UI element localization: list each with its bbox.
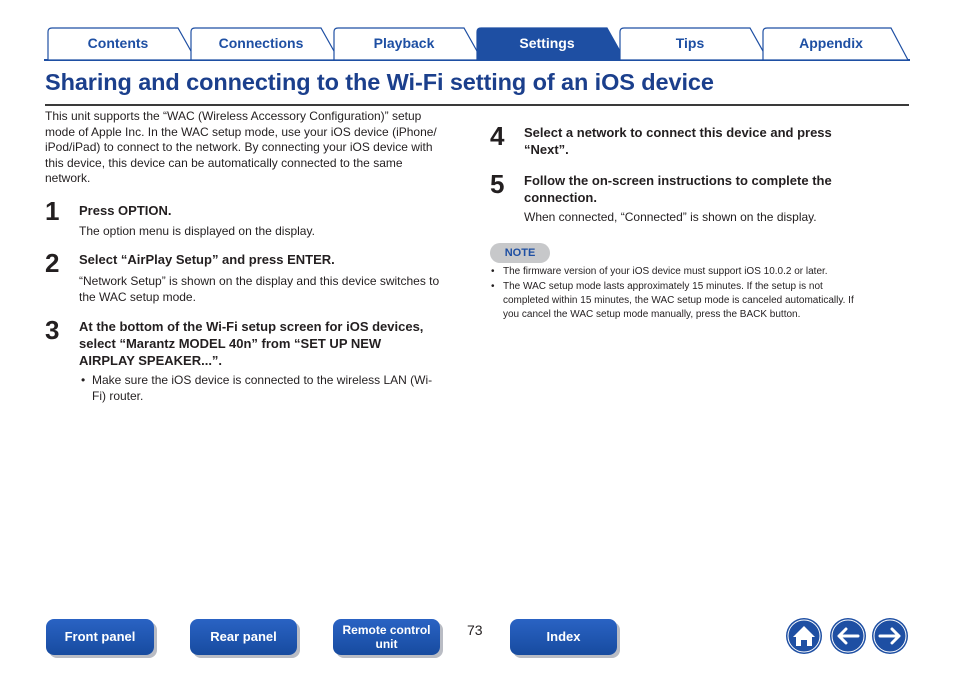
step-heading-line: select “Marantz MODEL 40n” from “SET UP NEW — [79, 336, 382, 351]
note-text — [503, 280, 898, 322]
step-heading — [79, 251, 479, 268]
step-body-line: the WAC setup mode. — [79, 290, 196, 304]
bullet-line: Fi) router. — [92, 389, 144, 403]
rear-panel-button[interactable]: Rear panel — [190, 619, 297, 655]
step-heading — [79, 202, 479, 219]
step-body — [524, 209, 924, 225]
index-button[interactable]: Index — [510, 619, 617, 655]
note-text — [503, 265, 898, 279]
bullet-dot: • — [491, 281, 495, 292]
step-body — [79, 273, 479, 305]
tab-playback[interactable]: Playback — [373, 35, 435, 51]
step-heading-line: Press OPTION. — [79, 203, 172, 218]
step-heading-line: AIRPLAY SPEAKER...”. — [79, 353, 223, 368]
step-number: 3 — [45, 315, 60, 345]
remote-control-label-line2: unit — [375, 637, 398, 651]
bullet-text — [92, 372, 432, 404]
step-number: 1 — [45, 196, 60, 226]
step-number: 4 — [490, 121, 505, 151]
step-body-line: “Network Setup” is shown on the display and this device switches to — [79, 274, 440, 288]
step-body-line: When connected, “Connected” is shown on the display. — [524, 210, 817, 224]
remote-control-label-line1: Remote control — [342, 623, 431, 637]
title-divider — [45, 104, 909, 106]
step-body — [79, 223, 479, 239]
bullet-dot: • — [491, 266, 495, 277]
front-panel-button[interactable]: Front panel — [46, 619, 154, 655]
step-number: 2 — [45, 248, 60, 278]
tab-bar — [44, 26, 910, 62]
tab-settings[interactable]: Settings — [519, 35, 575, 51]
arrow-left-icon[interactable] — [829, 617, 867, 655]
step-heading — [524, 124, 924, 158]
step-heading-line: At the bottom of the Wi-Fi setup screen for iOS devices, — [79, 319, 424, 334]
arrow-right-icon[interactable] — [871, 617, 909, 655]
tab-tips[interactable]: Tips — [675, 35, 705, 51]
note-badge: NOTE — [490, 243, 550, 263]
intro-line: mode of Apple Inc. In the WAC setup mode, use your iOS device (iPhone/ — [45, 124, 437, 139]
intro-line: This unit supports the “WAC (Wireless Accessory Configuration)” setup — [45, 109, 422, 123]
intro-paragraph — [45, 109, 465, 187]
step-body-line: The option menu is displayed on the display. — [79, 224, 315, 238]
step-bullet — [81, 372, 481, 406]
remote-control-unit-button[interactable] — [333, 619, 440, 655]
step-heading-line: Select a network to connect this device and press — [524, 125, 832, 140]
note-line: The WAC setup mode lasts approximately 15 minutes. If the setup is not — [503, 281, 823, 292]
step-heading-line: connection. — [524, 190, 597, 205]
page-number: 73 — [467, 622, 483, 638]
tab-appendix[interactable]: Appendix — [799, 35, 863, 51]
intro-line: this device, this device can be automatically connected to the same — [45, 155, 403, 170]
step-heading — [524, 172, 924, 206]
intro-line: iPod/iPad) to connect to the network. By connecting your iOS device with — [45, 140, 433, 155]
step-heading-line: “Next”. — [524, 142, 569, 157]
tab-contents[interactable]: Contents — [87, 35, 149, 51]
step-heading-line: Follow the on-screen instructions to complete the — [524, 173, 832, 188]
note-line: completed within 15 minutes, the WAC setup mode is canceled automatically. If — [503, 295, 854, 306]
note-line: The firmware version of your iOS device must support iOS 10.0.2 or later. — [503, 266, 828, 277]
bullet-dot: • — [81, 373, 86, 387]
bullet-line: Make sure the iOS device is connected to the wireless LAN (Wi- — [92, 373, 433, 387]
step-heading — [79, 318, 479, 369]
tab-connections[interactable]: Connections — [218, 35, 304, 51]
step-heading-line: Select “AirPlay Setup” and press ENTER. — [79, 252, 335, 267]
step-number: 5 — [490, 169, 505, 199]
page-title: Sharing and connecting to the Wi-Fi setting of an iOS device — [45, 69, 714, 95]
note-line: you cancel the WAC setup mode manually, press the BACK button. — [503, 309, 801, 320]
home-icon[interactable] — [785, 617, 823, 655]
intro-line: network. — [45, 171, 91, 186]
